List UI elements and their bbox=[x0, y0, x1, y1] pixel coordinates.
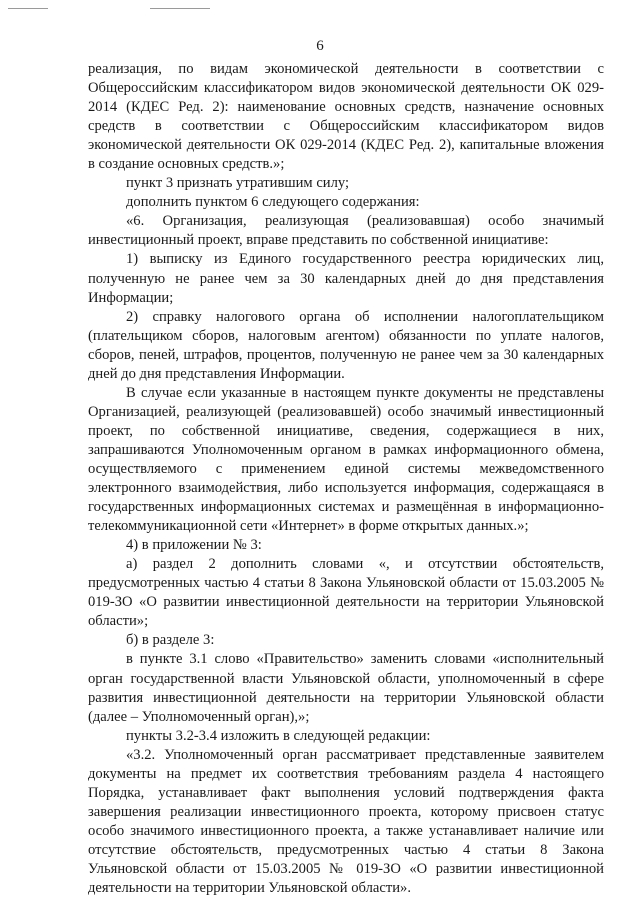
paragraph: б) в разделе 3: bbox=[126, 632, 215, 649]
paragraph: «6. Организация, реализующая (реализовавшая) особо значимый инвестиционный проект, вправе представить по собственной инициативе: bbox=[88, 213, 604, 249]
paragraph: 1) выписку из Единого государственного реестра юридических лиц, полученную не ранее чем за 30 календарных дней до дня представления Информации; bbox=[88, 251, 604, 306]
paragraph: 2) справку налогового органа об исполнении налогоплательщиком (плательщиком сборов, налоговым агентом) обязанности по уплате налогов, сборов, пеней, штрафов, процентов, полученную не ранее чем за 30 календарных дней до дня представления Информации. bbox=[88, 308, 604, 382]
paragraph: «3.2. Уполномоченный орган рассматривает представленные заявителем документы на предмет их соответствия требованиям раздела 4 настоящего Порядка, устанавливает факт выполнения условий подтверждения факта завершения реализации инвестиционного проекта, которому присвоен статус особо значимого инвестиционного проекта, а также устанавливает наличие или отсутствие обстоятельств, предусмотренных частью 4 статьи 8 Закона Ульяновской области от 15.03.2005 № 019-ЗО «О развитии инвестиционной деятельности на территории Ульяновской области». bbox=[88, 746, 604, 897]
scan-artifact bbox=[8, 8, 48, 9]
document-body bbox=[88, 60, 604, 898]
paragraph: в пункте 3.1 слово «Правительство» заменить словами «исполнительный орган государственной власти Ульяновской области, уполномоченный в сфере развития инвестиционной деятельности на территории Ульяновской области (далее – Уполномоченный орган),»; bbox=[88, 651, 604, 725]
paragraph: реализация, по видам экономической деятельности в соответствии с Общероссийским классификатором видов экономической деятельности ОК 029-2014 (КДЕС Ред. 2): наименование основных средств, назначение основных средств в соответствии с Общероссийским классификатором видов экономической деятельности ОК 029-2014 (КДЕС Ред. 2), капитальные вложения в создание основных средств.»; bbox=[88, 61, 604, 173]
page-number: 6 bbox=[316, 38, 324, 54]
scan-artifact bbox=[150, 8, 210, 9]
paragraph: дополнить пунктом 6 следующего содержания: bbox=[126, 194, 420, 211]
paragraph: пункт 3 признать утратившим силу; bbox=[126, 175, 350, 192]
paragraph: В случае если указанные в настоящем пункте документы не представлены Организацией, реализующей (реализовавшей) особо значимый инвестиционный проект, по собственной инициативе, сведения, содержащиеся в них, запрашиваются Уполномоченным органом в рамках информационного обмена, осуществляемого с применением единой системы межведомственного электронного взаимодействия, либо используется информация, содержащаяся в государственных информационных системах и размещённая в информационно-телекоммуникационной сети «Интернет» в форме открытых данных.»; bbox=[88, 384, 604, 535]
paragraph: пункты 3.2-3.4 изложить в следующей редакции: bbox=[126, 727, 431, 744]
paragraph: 4) в приложении № 3: bbox=[126, 537, 262, 554]
paragraph: а) раздел 2 дополнить словами «, и отсутствии обстоятельств, предусмотренных частью 4 статьи 8 Закона Ульяновской области от 15.03.2005 № 019-ЗО «О развитии инвестиционной деятельности на территории Ульяновской области»; bbox=[88, 556, 604, 630]
